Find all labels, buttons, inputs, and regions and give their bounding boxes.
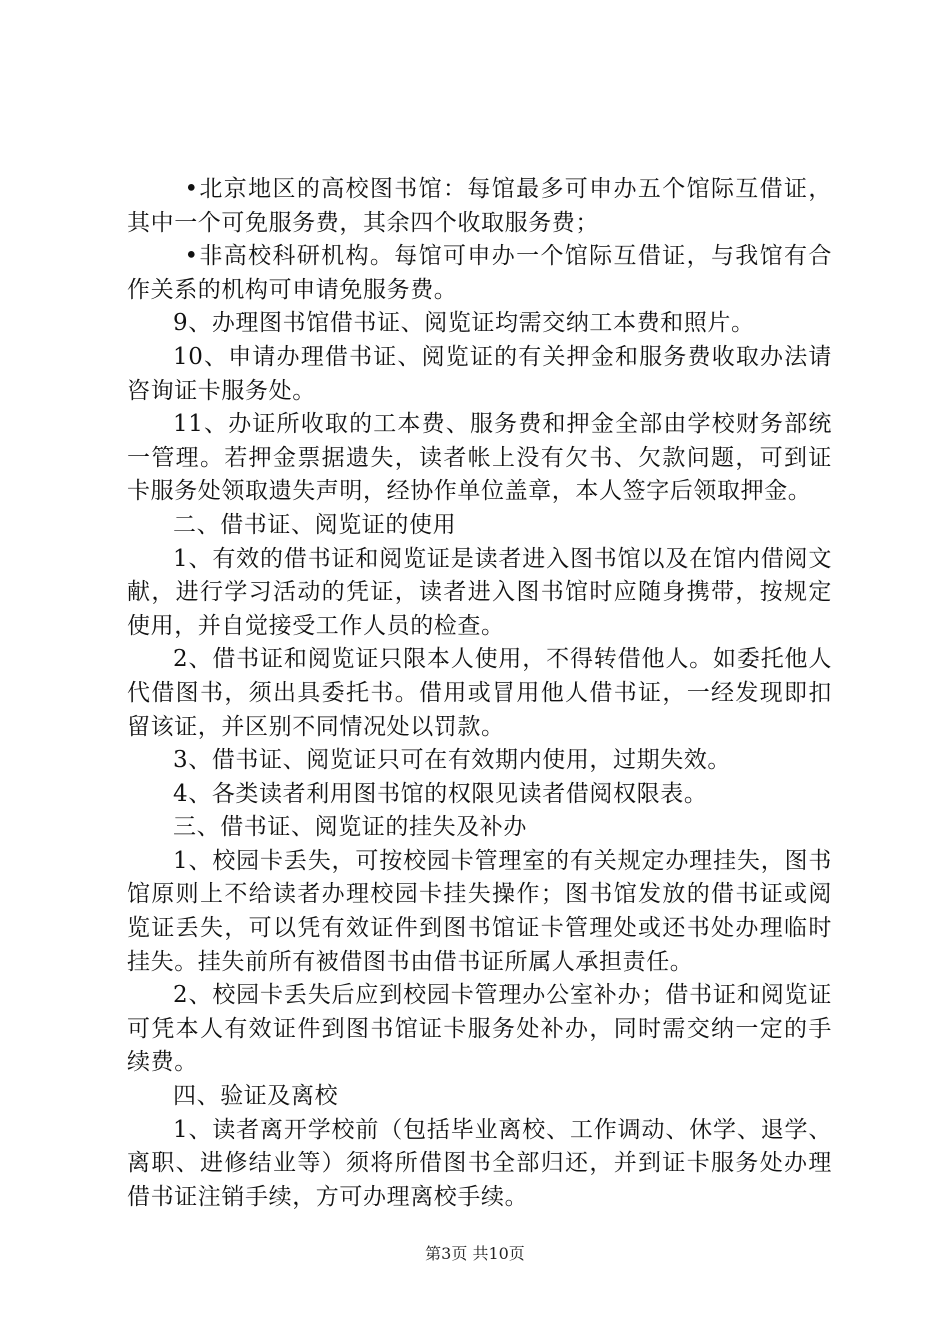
paragraph: 11、办证所收取的工本费、服务费和押金全部由学校财务部统一管理。若押金票据遗失，读者帐上没有欠书、欠款问题，可到证卡服务处领取遗失声明，经协作单位盖章，本人签字后领取押金。 [127,411,832,505]
section-heading: 三、借书证、阅览证的挂失及补办 [173,814,527,841]
page-footer [0,1244,950,1264]
paragraph: •非高校科研机构。每馆可申办一个馆际互借证，与我馆有合作关系的机构可申请免服务费。 [127,243,832,303]
paragraph: 9、办理图书馆借书证、阅览证均需交纳工本费和照片。 [173,310,755,337]
paragraph: •北京地区的高校图书馆：每馆最多可申办五个馆际互借证，其中一个可免服务费，其余四个收取服务费； [127,176,832,236]
section-heading: 四、验证及离校 [173,1083,339,1110]
document-body [127,173,832,1214]
paragraph: 1、读者离开学校前（包括毕业离校、工作调动、休学、退学、离职、进修结业等）须将所借图书全部归还，并到证卡服务处办理借书证注销手续，方可办理离校手续。 [127,1116,832,1210]
paragraph: 10、申请办理借书证、阅览证的有关押金和服务费收取办法请咨询证卡服务处。 [127,343,832,404]
paragraph: 3、借书证、阅览证只可在有效期内使用，过期失效。 [173,747,732,774]
section-heading: 二、借书证、阅览证的使用 [173,511,457,538]
paragraph: 1、有效的借书证和阅览证是读者进入图书馆以及在馆内借阅文献，进行学习活动的凭证，读者进入图书馆时应随身携带，按规定使用，并自觉接受工作人员的检查。 [127,545,832,639]
paragraph: 1、校园卡丢失，可按校园卡管理室的有关规定办理挂失，图书馆原则上不给读者办理校园卡挂失操作；图书馆发放的借书证或阅览证丢失，可以凭有效证件到图书馆证卡管理处或还书处办理临时挂失。挂失前所有被借图书由借书证所属人承担责任。 [127,847,832,975]
paragraph: 4、各类读者利用图书馆的权限见读者借阅权限表。 [173,780,708,807]
page-number-label: 第3页 共10页 [425,1244,525,1263]
paragraph: 2、借书证和阅览证只限本人使用，不得转借他人。如委托他人代借图书，须出具委托书。借用或冒用他人借书证，一经发现即扣留该证，并区别不同情况处以罚款。 [127,646,832,740]
paragraph: 2、校园卡丢失后应到校园卡管理办公室补办；借书证和阅览证可凭本人有效证件到图书馆证卡服务处补办，同时需交纳一定的手续费。 [127,982,832,1076]
